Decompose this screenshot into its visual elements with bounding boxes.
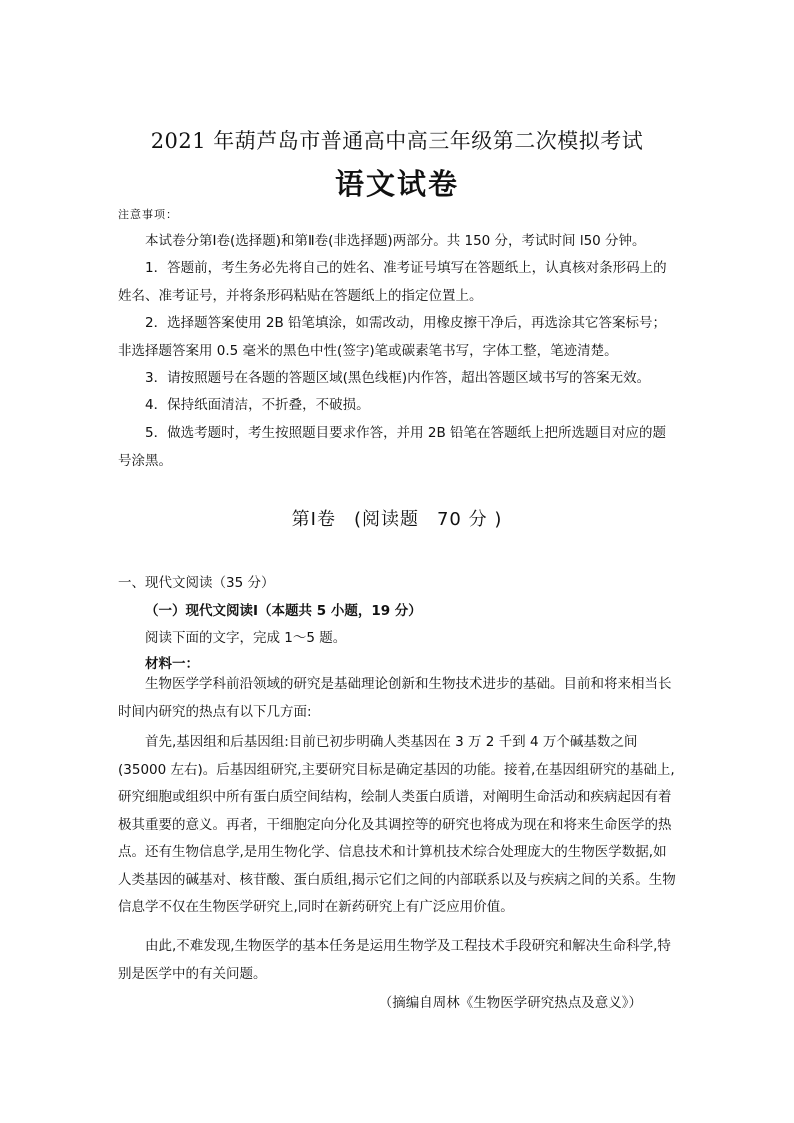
material-paragraph-2: 首先,基因组和后基因组:目前已初步明确人类基因在 3 万 2 千到 4 万个碱基数之间(35000 左右)。后基因组研究,主要研究目标是确定基因的功能。接着,在基因组研究的基础上,研究细胞或组织中所有蛋白质空间结构，绘制人类蛋白质谱，对阐明生命活动和疾病起因有着极其重要的意义。再者，干细胞定向分化及其调控等的研究也将成为现在和将来生命医学的热点。还有生物信息学,是用生物化学、信息技术和计算机技术综合处理庞大的生物医学数据,如人类基因的碱基对、核苷酸、蛋白质组,揭示它们之间的内部联系以及与疾病之间的关系。生物信息学不仅在生物医学研究上,同时在新药研究上有广泛应用价值。	[118, 734, 676, 915]
subject-title: 语文试卷	[334, 167, 459, 201]
material-paragraph-3: 由此,不难发现,生物医学的基本任务是运用生物学及工程技术手段研究和解决生命科学,特别是医学中的有关问题。	[118, 938, 671, 982]
note-item-5: 5．做选考题时，考生按照题目要求作答，并用 2B 铅笔在答题纸上把所选题目对应的题号涂黑。	[118, 425, 667, 469]
note-item-3: 3．请按照题号在各题的答题区域(黑色线框)内作答，超出答题区域书写的答案无效。	[145, 370, 651, 386]
section-volume: 第Ⅰ卷	[291, 509, 336, 530]
subsection-heading: （一）现代文阅读Ⅰ（本题共 5 小题，19 分）	[145, 603, 422, 619]
exam-title: 2021 年葫芦岛市普通高中高三年级第二次模拟考试	[150, 129, 644, 153]
note-item-1: 1．答题前，考生务必先将自己的姓名、准考证号填写在答题纸上，认真核对条形码上的姓名、准考证号，并将条形码粘贴在答题纸上的指定位置上。	[118, 260, 667, 304]
section-score: 70 分 )	[436, 509, 503, 530]
part-heading: 一、现代文阅读（35 分）	[118, 575, 275, 591]
notes-label: 注意事项：	[118, 208, 178, 221]
note-item-4: 4．保持纸面清洁，不折叠，不破损。	[145, 397, 370, 413]
section-title	[0, 505, 794, 531]
source-citation: （摘编自周林《生物医学研究热点及意义》）	[378, 995, 642, 1011]
note-item-2: 2．选择题答案使用 2B 铅笔填涂，如需改动，用橡皮擦干净后，再选涂其它答案标号；非选择题答案用 0.5 毫米的黑色中性(签字)笔或碳素笔书写，字体工整，笔迹清楚。	[118, 315, 667, 359]
section-type: (阅读题	[353, 509, 419, 530]
material-paragraph-1: 生物医学学科前沿领域的研究是基础理论创新和生物技术进步的基础。目前和将来相当长时间内研究的热点有以下几方面:	[118, 676, 672, 720]
reading-instruction: 阅读下面的文字，完成 1～5 题。	[145, 630, 347, 646]
notes-intro: 本试卷分第Ⅰ卷(选择题)和第Ⅱ卷(非选择题)两部分。共 150 分，考试时间 l50 分钟。	[145, 233, 646, 249]
material-label: 材料一：	[145, 656, 199, 672]
